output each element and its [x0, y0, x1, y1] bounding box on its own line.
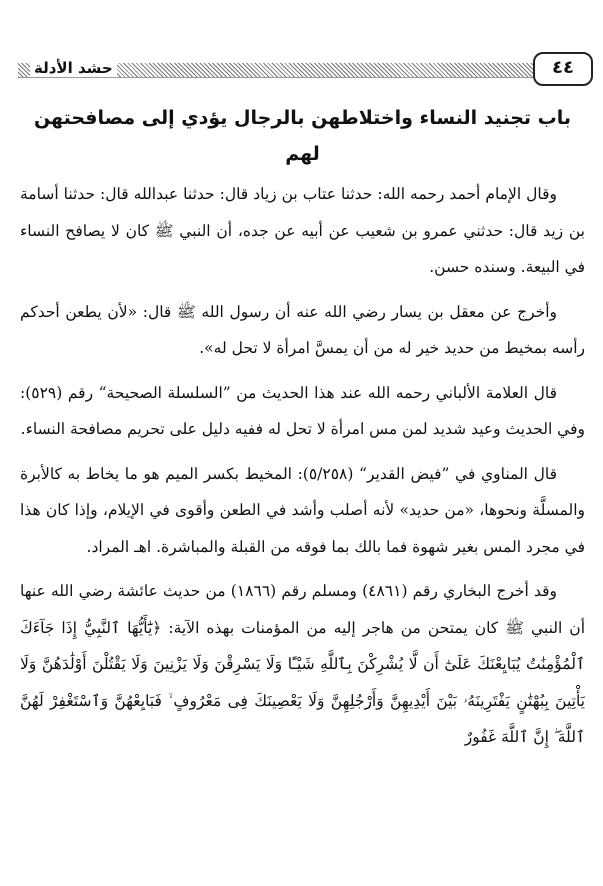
paragraph-maqil-hadith: وأخرج عن معقل بن يسار رضي الله عنه أن رسول الله ﷺ قال: «لأن يطعن أحدكم رأسه بمخيط من حديد خير له من أن يمسَّ امرأة لا تحل له». [20, 302, 585, 357]
page-number: ٤٤ [533, 52, 593, 86]
body-text [20, 176, 585, 756]
paragraph-bukhari-muslim-ayah: وقد أخرج البخاري رقم (٤٨٦١) ومسلم رقم (١٨٦٦) من حديث عائشة رضي الله عنها أن النبي ﷺ كان يمتحن من هاجر إليه من المؤمنات بهذه الآية: ﴿يَٰٓأَيُّهَا ٱلنَّبِيُّ إِذَا جَآءَكَ ٱلْمُؤْمِنَٰتُ يُبَايِعْنَكَ عَلَىٰٓ أَن لَّا يُشْرِكْنَ بِٱللَّهِ شَيْـًٔا وَلَا يَسْرِقْنَ وَلَا يَزْنِينَ وَلَا يَقْتُلْنَ أَوْلَٰدَهُنَّ وَلَا يَأْتِينَ بِبُهْتَٰنٍ يَفْتَرِينَهُۥ بَيْنَ أَيْدِيهِنَّ وَأَرْجُلِهِنَّ وَلَا يَعْصِينَكَ فِى مَعْرُوفٍ ۙ فَبَايِعْهُنَّ وَٱسْتَغْفِرْ لَهُنَّ ٱللَّهَ ۖ إِنَّ ٱللَّهَ غَفُورٌ [20, 582, 585, 746]
paragraph-munawi-comment: قال المناوي في ”فيض القدير“ (٥/٢٥٨): المخيط بكسر الميم هو ما يخاط به كالأبرة والمسلَّة ونحوها، «من حديد» لأنه أصلب وأشد في الطعن وأقوى في الإيلام، وإذا كان هذا في مجرد المس بغير شهوة فما بالك بما فوقه من القبلة والمباشرة. اهـ المراد. [20, 464, 585, 556]
running-header [18, 54, 593, 84]
chapter-title: باب تجنيد النساء واختلاطهن بالرجال يؤدي إلى مصافحتهن لهم [33, 107, 572, 165]
paragraph-albani-comment: قال العلامة الألباني رحمه الله عند هذا الحديث من ”السلسلة الصحيحة“ رقم (٥٢٩): وفي الحديث وعيد شديد لمن مس امرأة لا تحل له ففيه دليل على تحريم مصافحة النساء. [20, 383, 585, 438]
paragraph-ahmad-narration: وقال الإمام أحمد رحمه الله: حدثنا عتاب بن زياد قال: حدثنا عبدالله قال: حدثنا أسامة بن زيد قال: حدثني عمرو بن شعيب عن أبيه عن جده، أن النبي ﷺ كان لا يصافح النساء في البيعة. وسنده حسن. [20, 185, 585, 276]
book-title: حشد الأدلة [30, 59, 117, 77]
